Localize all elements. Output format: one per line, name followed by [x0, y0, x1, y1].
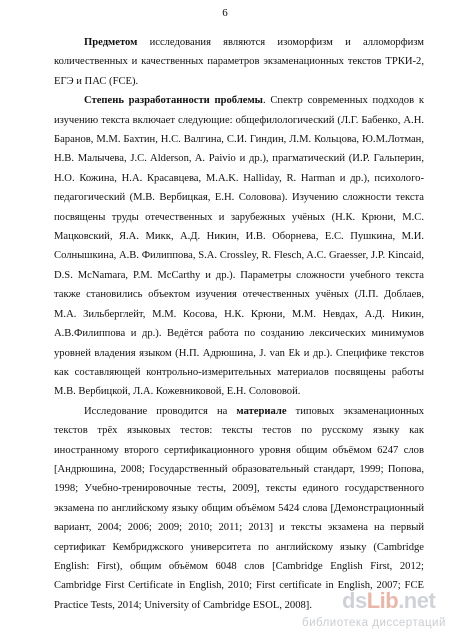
paragraph-material-lead: Исследование проводится на [84, 405, 237, 417]
paragraph-research-degree [54, 91, 424, 402]
paragraph-subject-text: исследования являются изоморфизм и алломорфизм количественных и качественных параметров экзаменационных текстов ТРКИ-2, ЕГЭ и ПАС (FCE). [54, 37, 424, 87]
paragraph-material [54, 402, 424, 615]
dslib-subtitle: библиотека диссертаций [302, 617, 446, 629]
paragraph-subject [54, 33, 424, 91]
dslib-logo: dsLib.net [342, 588, 436, 613]
page-number: 6 [222, 7, 228, 19]
dslib-watermark [282, 588, 450, 636]
term-subject: Предметом [84, 37, 138, 48]
term-material: материале [236, 405, 287, 417]
paragraph-research-degree-text: . Спектр современных подходов к изучению текста включает следующие: общефилологический (Л.Г. Бабенко, А.Н. Баранов, М.М. Бахтин, Н.С. Валгина, С.И. Гиндин, Л.М. Кольцова, Ю.М.Лотман, Н.В. Малычева, J.C. Alderson, A. Paivio и др.), прагматический (И.Р. Гальперин, Н.О. Кожина, Н.А. Красавцева, M.A.K. Halliday, R. Harman и др.), психолого-педагогический (М.В. Вербицкая, Е.Н. Соловова). Изучению сложности текста посвящены труды отечественных и зарубежных учёных (Н.К. Крюни, М.С. Мацковский, Я.А. Микк, А.Д. Никин, И.В. Оборнева, Е.С. Пушкина, М.И. Солнышкина, А.В. Филиппова, S.A. Crossley, R. Flesch, A.C. Graesser, J.P. Kincaid, D.S. McNamara, P.M. McCarthy и др.). Параметры сложности учебного текста также становились объектом изучения отечественных учёных (Л.П. Доблаев, М.А. Зильберглейт, М.М. Косова, Н.К. Крюни, М.М. Невдах, А.Д. Никин, А.В.Филиппова и др.). Ведётся работа по созданию лексических минимумов уровней владения языком (Н.П. Адрюшина, J. van Ek и др.). Специфике текстов как составляющей контрольно-измерительных материалов посвящены работы М.В. Вербицкой, Л.А. Кожевниковой, Е.Н. Солововой. [54, 95, 424, 398]
term-research-degree: Степень разработанности проблемы [84, 95, 263, 107]
page-body [54, 33, 424, 615]
paragraph-material-text: типовых экзаменационных текстов трёх языковых тестов: тексты тестов по русскому языку как иностранному второго сертификационного уровня общим объёмом 6247 слов [Андрюшина, 2008; Государственный образовательный стандарт, 1999; Попова, 1998; Учебно-тренировочные тесты, 2009], тексты единого государственного экзамена по английскому языку общим объёмом 5424 слова [Демонстрационный вариант, 2004; 2006; 2009; 2010; 2011; 2013] и тексты экзамена на первый сертификат Кембриджского университета по английскому языку (Cambridge English: First), общим объёмом 6048 слов [Cambridge English First, 2012; Cambridge First Certificate in English, 2010; First certificate in English, 2007; FCE Practice Tests, 2014; University of Cambridge ESOL, 2008]. [54, 405, 424, 611]
